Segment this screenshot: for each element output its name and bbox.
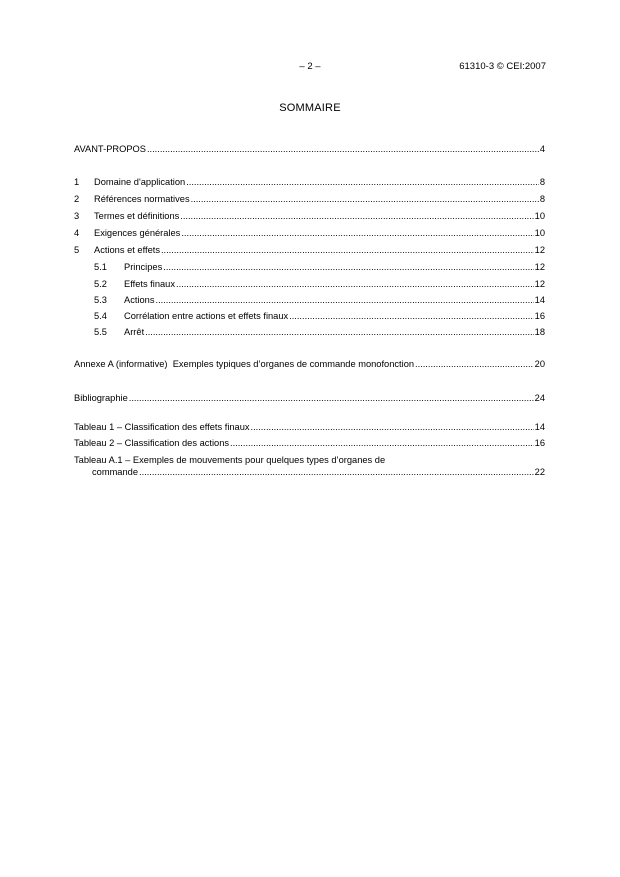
toc-entry-5[interactable]: 5 Actions et effets . . . 12: [74, 244, 545, 257]
toc-entry-5-5[interactable]: 5.5 Arrêt . . . 18: [74, 326, 545, 339]
toc-entry-avant-propos[interactable]: AVANT-PROPOS . . . 4: [74, 143, 545, 156]
toc-entry-tableau-a1-continued[interactable]: commande . . . 22: [74, 466, 545, 479]
toc-entry-4[interactable]: 4 Exigences générales . . . 10: [74, 227, 545, 240]
toc-entry-5-3[interactable]: 5.3 Actions . . . 14: [74, 294, 545, 307]
toc-entry-5-1[interactable]: 5.1 Principes . . . 12: [74, 261, 545, 274]
page-title: SOMMAIRE: [279, 102, 341, 114]
page-number: – 2 –: [299, 61, 321, 72]
document-reference: 61310-3 © CEI:2007: [459, 61, 546, 72]
toc-entry-bibliographie[interactable]: Bibliographie . . . 24: [74, 392, 545, 405]
toc-entry-tableau-1[interactable]: Tableau 1 – Classification des effets finaux . . . 14: [74, 421, 545, 434]
toc-entry-5-4[interactable]: 5.4 Corrélation entre actions et effets finaux . . . 16: [74, 310, 545, 323]
toc-entry-1[interactable]: 1 Domaine d'application . . . 8: [74, 176, 545, 189]
toc-entry-5-2[interactable]: 5.2 Effets finaux . . . 12: [74, 278, 545, 291]
toc-entry-3[interactable]: 3 Termes et définitions . . . 10: [74, 210, 545, 223]
toc-entry-annexe-a[interactable]: Annexe A (informative) Exemples typiques d’organes de commande monofonction . . . 20: [74, 358, 545, 371]
toc-entry-tableau-a1[interactable]: Tableau A.1 – Exemples de mouvements pour quelques types d’organes de: [74, 455, 386, 465]
toc-entry-tableau-2[interactable]: Tableau 2 – Classification des actions . . . 16: [74, 437, 545, 450]
toc-entry-2[interactable]: 2 Références normatives . . . 8: [74, 193, 545, 206]
